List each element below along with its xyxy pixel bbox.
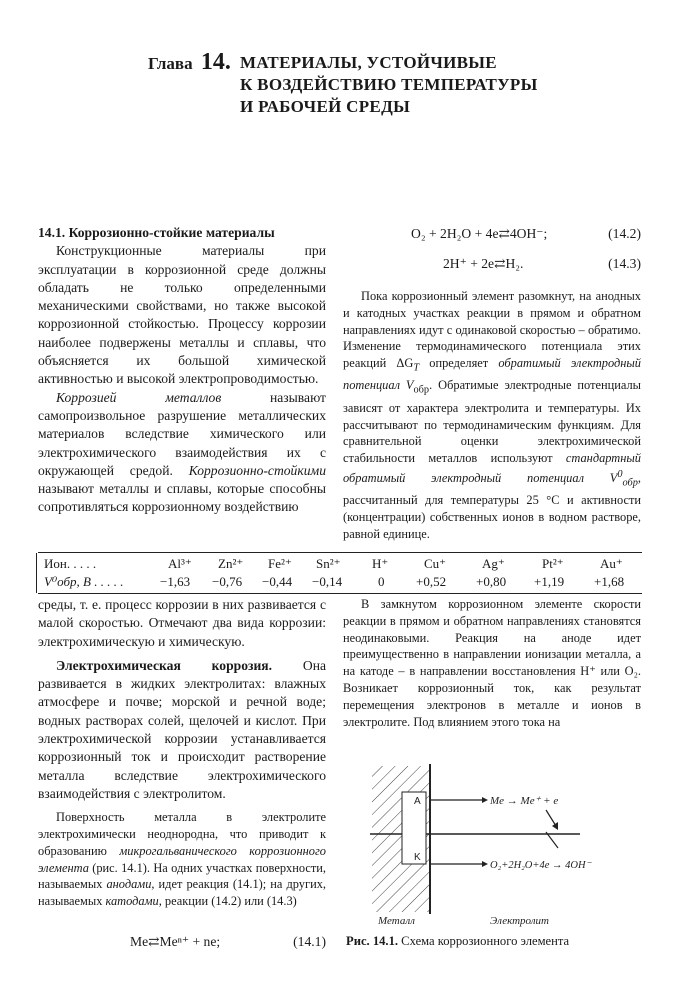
chapter-number: 14. — [200, 49, 231, 75]
anode-reaction: Me → Me⁺ + e — [490, 795, 559, 807]
paragraph-closed-element: В замкнутом коррозионном элементе скорости реакции в прямом и обратном направлениях становятся неодинаковыми. Реакция на аноде идет преимущественно в направлении ионизации металла, а на катоде – в направлении восстановления H⁺ или O₂. Возникает коррозионный ток, как результат перемещения электронов в металле и ионов в электролите. Под влиянием этого тока на — [343, 597, 641, 729]
table-cell-potential: −0,44 — [262, 574, 293, 589]
surface-text-a: Поверхность металла в электролите электрохимически неоднородна, что приводит к образованию — [38, 810, 326, 858]
electrochemical-heading: Электрохимическая коррозия. — [56, 657, 273, 673]
table-cell-potential: 0 — [378, 574, 385, 589]
metal-label: Металл — [378, 915, 415, 927]
paragraph-potential — [343, 288, 641, 543]
paragraph-intro: Конструкционные материалы при эксплуатации в коррозионной среде должны обладать не только определенными механическими свойствами, но также высокой коррозионной стойкостью. Процессу коррозии наиболее подвержены металлы и сплавы, что объясняется их большой химической активностью и высокой электропроводимостью. — [38, 243, 326, 387]
label-anode: A — [414, 796, 421, 807]
term-standard-potential: стандартный обратимый электродный потенциал V — [343, 451, 641, 486]
table-cell-ion: Fe²⁺ — [268, 556, 292, 571]
definition-text-b: называют металлы и сплавы, которые способны сопротивляться коррозионному воздействию — [38, 481, 326, 515]
chapter-header — [148, 49, 538, 116]
table-row-potentials — [44, 574, 640, 592]
potential-text-a: Пока коррозионный элемент разомкнут, на анодных и катодных участках реакции в прямом и обратном направлениях идут с одинаковой скоростью – обратимо. Изменение термодинамического потенциала этих реакций ΔG — [343, 289, 641, 371]
table-row-ions — [44, 556, 640, 574]
table-cell-potential: +1,19 — [534, 574, 565, 589]
table-label-potential: V⁰обр, В . . . . . — [44, 574, 124, 589]
chapter-word: Глава — [148, 54, 193, 73]
chapter-title-line-1: МАТЕРИАЛЫ, УСТОЙЧИВЫЕ — [240, 53, 497, 72]
definition-text-a: называют самопроизвольное разрушение металлических материалов вследствие химического или электрохимического взаимодействия их с окружающей средой. — [38, 389, 326, 478]
table-cell-ion: H⁺ — [372, 556, 389, 571]
term-resistant: Коррозионно-стойкими — [188, 462, 326, 478]
table-cell-ion: Al³⁺ — [168, 556, 192, 571]
figure-caption — [346, 934, 642, 949]
table-cell-ion: Au⁺ — [600, 556, 623, 571]
electrolyte-label: Электролит — [490, 915, 549, 927]
table-cell-ion: Cu⁺ — [424, 556, 447, 571]
term-reversible-sub: обр — [413, 384, 430, 396]
caption-number: Рис. 14.1. — [346, 934, 399, 948]
term-anodes: анодами, — [106, 877, 155, 892]
chapter-title-line-3: И РАБОЧЕЙ СРЕДЫ — [240, 97, 411, 116]
table-cell-ion: Ag⁺ — [482, 556, 505, 571]
surface-text-c: идет реакция (14.1); на других, называемых — [38, 877, 326, 909]
surface-text-b: (рис. 14.1). На одних участках поверхности, называемых — [38, 860, 326, 892]
potential-text-c: . Обратимые электродные потенциалы зависят от характера электролита и температуры. Их рассчитывают по термодинамическим функциям. Для сравнительной оценки электрохимической стабильности металлов используют — [343, 378, 642, 466]
table-cell-potential: +0,80 — [476, 574, 507, 589]
potential-text-b: определяет — [419, 356, 499, 371]
term-corrosion: Коррозией металлов — [56, 389, 222, 405]
table-cell-ion: Sn²⁺ — [316, 556, 341, 571]
cathode-arrowhead — [482, 861, 488, 867]
potential-sub-t: T — [413, 362, 420, 374]
chapter-title — [240, 52, 570, 118]
formula-14-3-text: 2H⁺ + 2e⇄H₂. — [443, 256, 524, 271]
corrosion-element-diagram — [350, 760, 640, 930]
term-microgalvanic: микрогальванического коррозионного элемента — [38, 843, 326, 875]
electron-arrowhead — [552, 822, 558, 830]
section-heading: 14.1. Коррозионно-стойкие материалы — [38, 225, 275, 240]
surface-text-d: реакции (14.2) или (14.3) — [161, 894, 297, 909]
paragraph-electrochemical — [38, 657, 326, 803]
electrochemical-text: Она развивается в жидких электролитах: влажных атмосфере и почве; морской и речной воде; водных растворах солей, щелочей и кислот. При электрохимической коррозии устанавливается коррозионный ток и происходит растворение металла вследствие электрохимического взаимодействия с электролитом. — [38, 657, 327, 801]
table-cell-potential: +0,52 — [416, 574, 447, 589]
paragraph-continuation: среды, т. е. процесс коррозии в них развивается с малой скоростью. Отмечают два вида коррозии: электрохимическую и химическую. — [38, 597, 326, 649]
table-cell-potential: +1,68 — [594, 574, 625, 589]
caption-text: Схема коррозионного элемента — [398, 934, 570, 948]
table-cell-potential: −1,63 — [160, 574, 191, 589]
formula-14-3-number: (14.3) — [608, 256, 641, 271]
formula-14-1-text: Me⇄Meⁿ⁺ + ne; — [130, 934, 221, 949]
table-cell-potential: −0,14 — [312, 574, 343, 589]
potentials-table — [38, 552, 642, 594]
formula-14-1-number: (14.1) — [293, 934, 326, 949]
term-reversible-potential: обратимый электродный потенциал V — [343, 356, 641, 393]
anode-arrowhead — [482, 797, 488, 803]
table-cell-ion: Zn²⁺ — [218, 556, 244, 571]
table-label-ion: Ион. . . . . — [44, 556, 97, 571]
paragraph-surface — [38, 809, 326, 910]
label-cathode: K — [414, 852, 421, 863]
table-cell-potential: −0,76 — [212, 574, 243, 589]
term-cathodes: катодами, — [105, 894, 162, 909]
cathode-reaction: O₂+2H₂O+4e → 4OH⁻ — [490, 860, 592, 871]
left-column-bottom — [38, 596, 326, 910]
electron-arrow — [546, 810, 556, 826]
term-standard-sup: 0 — [617, 468, 623, 480]
chapter-title-line-2: К ВОЗДЕЙСТВИЮ ТЕМПЕРАТУРЫ — [240, 75, 538, 94]
formula-14-2-text: O₂ + 2H₂O + 4e⇄4OH⁻; — [411, 226, 548, 241]
left-column-top — [38, 224, 326, 517]
paragraph-definition — [38, 389, 326, 517]
formula-14-2-number: (14.2) — [608, 226, 641, 241]
right-column-top — [343, 288, 641, 543]
table-cell-ion: Pt²⁺ — [542, 556, 564, 571]
term-standard-sub: обр — [622, 477, 638, 489]
potential-text-d: , рассчитанный для температуры 25 °С и активности (концентрации) собственных ионов в водном растворе, равной единице. — [343, 471, 641, 541]
right-column-bottom — [343, 596, 641, 730]
